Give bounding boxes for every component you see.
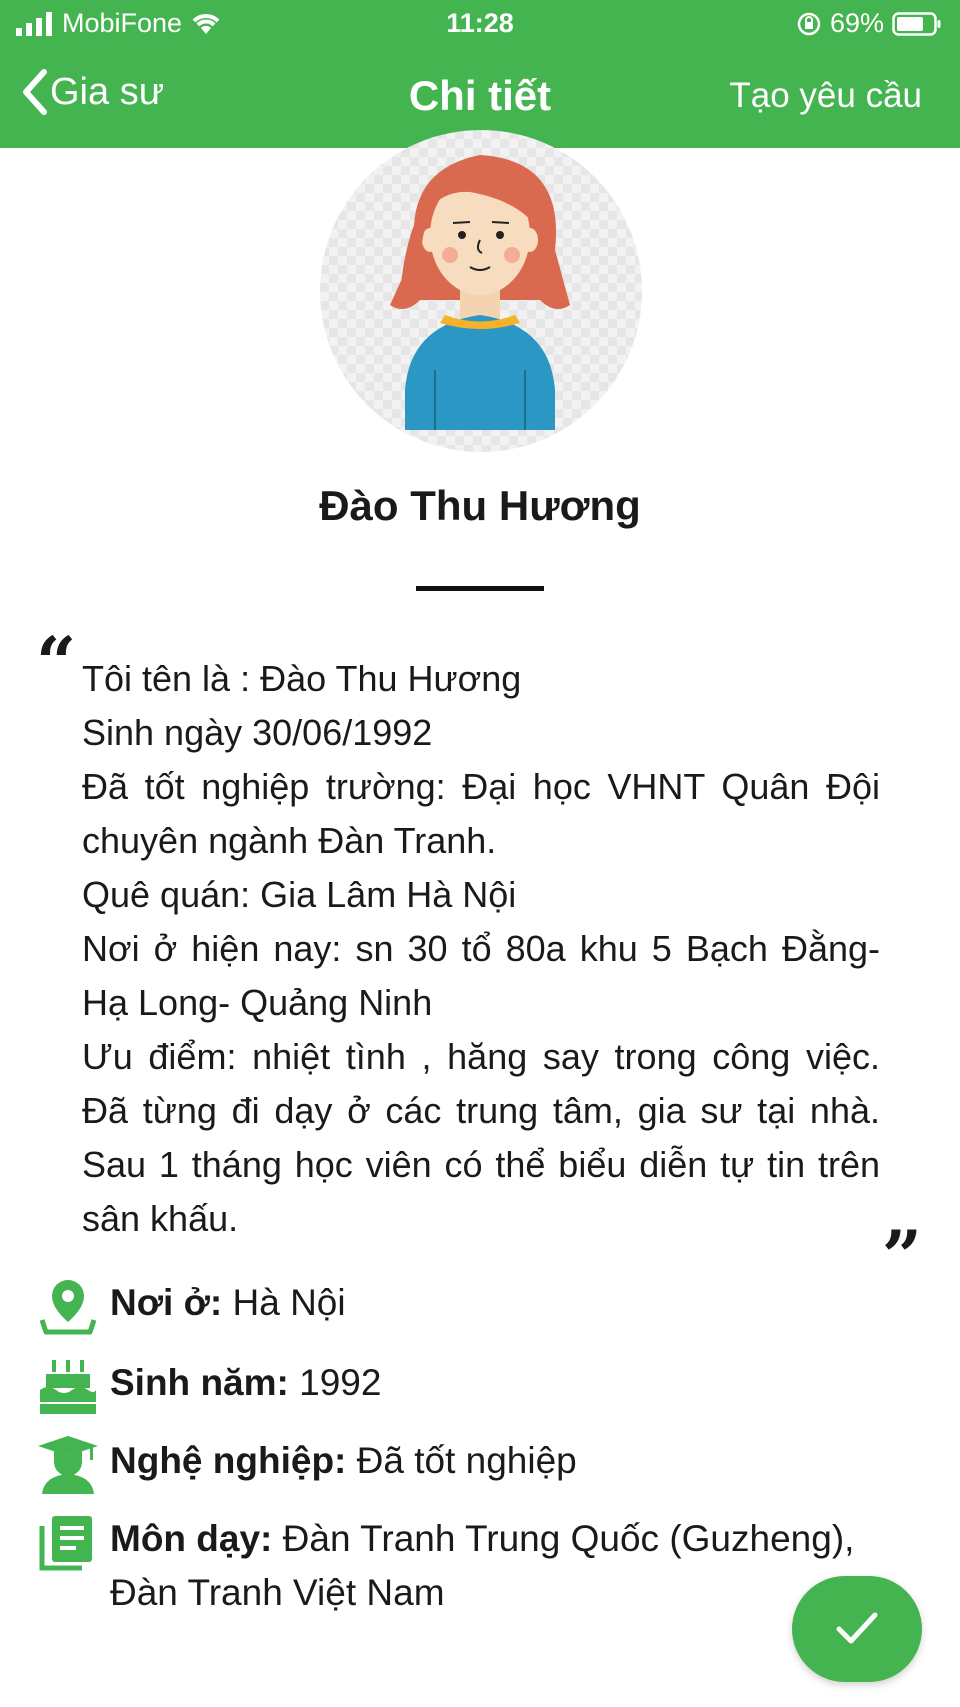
bio-line: Tôi tên là : Đào Thu Hương bbox=[82, 658, 522, 699]
battery-icon bbox=[892, 12, 942, 36]
occupation-value: Đã tốt nghiệp bbox=[356, 1440, 577, 1481]
checkmark-icon bbox=[833, 1609, 881, 1649]
battery-percent: 69% bbox=[829, 8, 884, 38]
status-time: 11:28 bbox=[446, 8, 514, 38]
avatar bbox=[320, 130, 642, 452]
info-residence bbox=[36, 1276, 936, 1336]
back-label: Gia sư bbox=[50, 70, 165, 113]
occupation-label: Nghệ nghiệp: bbox=[110, 1440, 347, 1481]
header-bar bbox=[0, 0, 960, 148]
info-occupation bbox=[36, 1434, 936, 1494]
orientation-lock-icon bbox=[796, 11, 822, 37]
divider bbox=[416, 586, 544, 591]
avatar-illustration bbox=[320, 130, 642, 452]
navigation-bar bbox=[0, 58, 960, 138]
birthday-cake-icon bbox=[36, 1356, 100, 1416]
info-subject bbox=[36, 1512, 916, 1620]
carrier-name: MobiFone bbox=[62, 8, 183, 38]
bio-line: Ưu điểm: nhiệt tình , hăng say trong công việc. Đã từng đi dạy ở các trung tâm, gia sư tại nhà. Sau 1 tháng học viên có thể biểu diễn tự tin trên sân khấu. bbox=[82, 1036, 880, 1239]
bio-line: Quê quán: Gia Lâm Hà Nội bbox=[82, 874, 517, 915]
subject-value: Đàn Tranh Trung Quốc (Guzheng), Đàn Tranh Việt Nam bbox=[110, 1518, 855, 1613]
bio-line: Đã tốt nghiệp trường: Đại học VHNT Quân Đội chuyên ngành Đàn Tranh. bbox=[82, 766, 880, 861]
create-request-button[interactable]: Tạo yêu cầu bbox=[729, 76, 922, 115]
residence-value: Hà Nội bbox=[232, 1282, 346, 1323]
info-birth-year bbox=[36, 1356, 936, 1416]
status-right bbox=[796, 8, 942, 39]
bio-text bbox=[82, 652, 880, 1246]
graduate-icon bbox=[36, 1434, 100, 1494]
document-list-icon bbox=[36, 1512, 100, 1572]
quote-open-icon: “ bbox=[36, 621, 77, 704]
bio-line: Sinh ngày 30/06/1992 bbox=[82, 712, 433, 753]
status-bar bbox=[0, 0, 960, 50]
quote-close-icon: ” bbox=[881, 1215, 922, 1298]
tutor-name: Đào Thu Hương bbox=[319, 482, 641, 529]
confirm-fab-button[interactable] bbox=[792, 1576, 922, 1682]
birth-year-value: 1992 bbox=[299, 1362, 382, 1403]
location-pin-icon bbox=[36, 1276, 100, 1336]
subject-label: Môn dạy: bbox=[110, 1518, 273, 1559]
birth-year-label: Sinh năm: bbox=[110, 1362, 289, 1403]
page-title: Chi tiết bbox=[408, 72, 552, 119]
residence-label: Nơi ở: bbox=[110, 1282, 223, 1323]
bio-line: Nơi ở hiện nay: sn 30 tổ 80a khu 5 Bạch Đằng- Hạ Long- Quảng Ninh bbox=[82, 928, 880, 1023]
